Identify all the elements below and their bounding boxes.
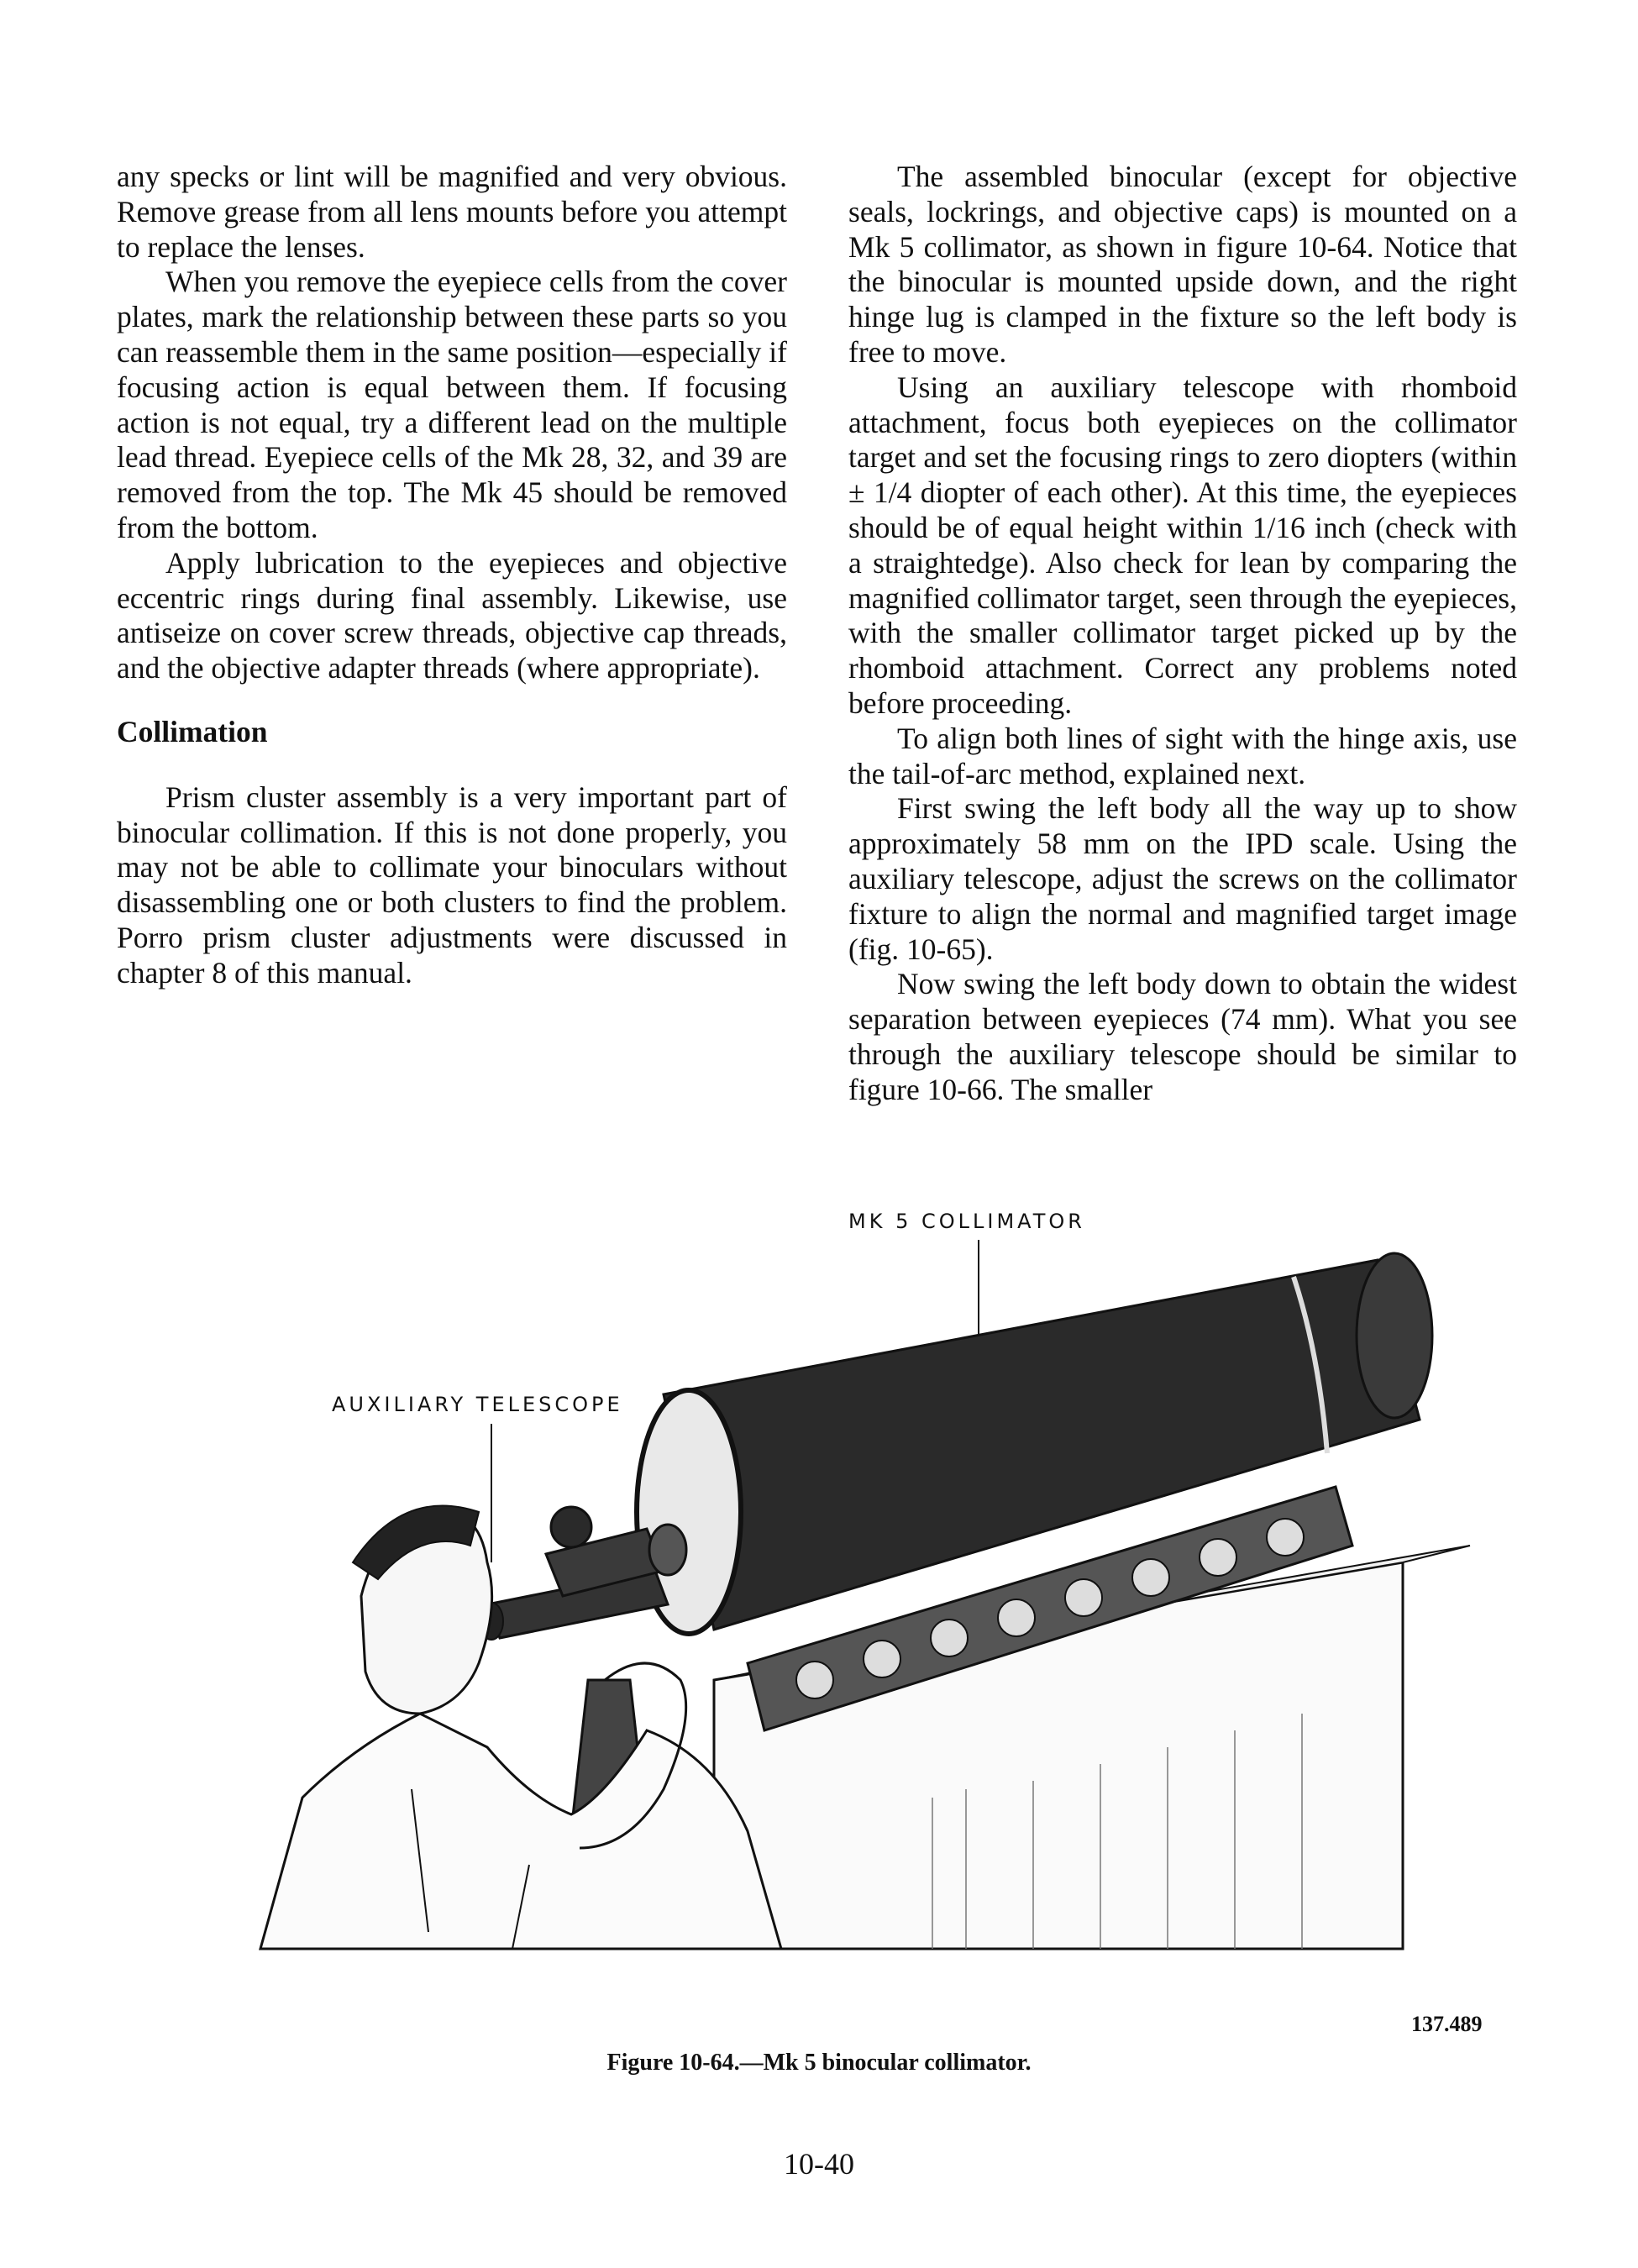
technician-body	[260, 1714, 781, 1949]
paragraph: Now swing the left body down to obtain the widest separation between eyepieces (74 mm). What you see through the auxiliary telescope should be similar to figure 10-66. The smaller	[848, 967, 1517, 1106]
paragraph: Prism cluster assembly is a very important part of binocular collimation. If this is not done properly, you may not be able to collimate your binoculars without disassembling one or both clusters to find the problem. Porro prism cluster adjustments were discussed in chapter 8 of this manual.	[117, 780, 787, 990]
paragraph: any specks or lint will be magnified and very obvious. Remove grease from all lens mounts before you attempt to replace the lenses.	[117, 160, 787, 264]
figure-caption: Figure 10-64.—Mk 5 binocular collimator.	[606, 2050, 1032, 2076]
left-column	[117, 160, 787, 991]
figure-number: 137.489	[1411, 2012, 1483, 2036]
section-heading: Collimation	[117, 714, 268, 748]
paragraph: When you remove the eyepiece cells from the cover plates, mark the relationship between these parts so you can reassemble them in the same position—especially if focusing action is equal between them. If focusing action is not equal, try a different lead on the multiple lead thread. Eyepiece cells of the Mk 28, 32, and 39 are removed from the top. The Mk 45 should be removed from the bottom.	[117, 265, 787, 544]
illustration-drawing	[210, 1210, 1520, 1966]
collimator-illustration	[210, 1210, 1520, 1966]
collimator-end-cap	[1357, 1253, 1432, 1418]
page-number: 10-40	[784, 2147, 854, 2181]
paragraph: The assembled binocular (except for objective seals, lockrings, and objective caps) is mounted on a Mk 5 collimator, as shown in figure 10-64. Notice that the binocular is mounted upside down, and the right hinge lug is clamped in the fixture so the left body is free to move.	[848, 160, 1517, 369]
paragraph: Using an auxiliary telescope with rhomboid attachment, focus both eyepieces on the collimator target and set the focusing rings to zero diopters (within ± 1/4 diopter of each other). At this time, the eyepieces should be of equal height within 1/16 inch (check with a straightedge). Also check for lean by comparing the magnified collimator target, seen through the eyepieces, with the smaller collimator target picked up by the rhomboid attachment. Correct any problems noted before proceeding.	[848, 370, 1517, 720]
right-column	[848, 160, 1517, 1108]
telescope-label: AUXILIARY TELESCOPE	[332, 1393, 623, 1416]
collimator-label: MK 5 COLLIMATOR	[848, 1210, 1085, 1233]
paragraph: Apply lubrication to the eyepieces and objective eccentric rings during final assembly. Likewise, use antiseize on cover screw threads, objective cap threads, and the objective adapter threads (where appropriate).	[117, 545, 787, 685]
paragraph: To align both lines of sight with the hinge axis, use the tail-of-arc method, explained next.	[848, 721, 1517, 790]
paragraph: First swing the left body all the way up to show approximately 58 mm on the IPD scale. Using the auxiliary telescope, adjust the screws on the collimator fixture to align the normal and magnified target image (fig. 10-65).	[848, 791, 1517, 966]
